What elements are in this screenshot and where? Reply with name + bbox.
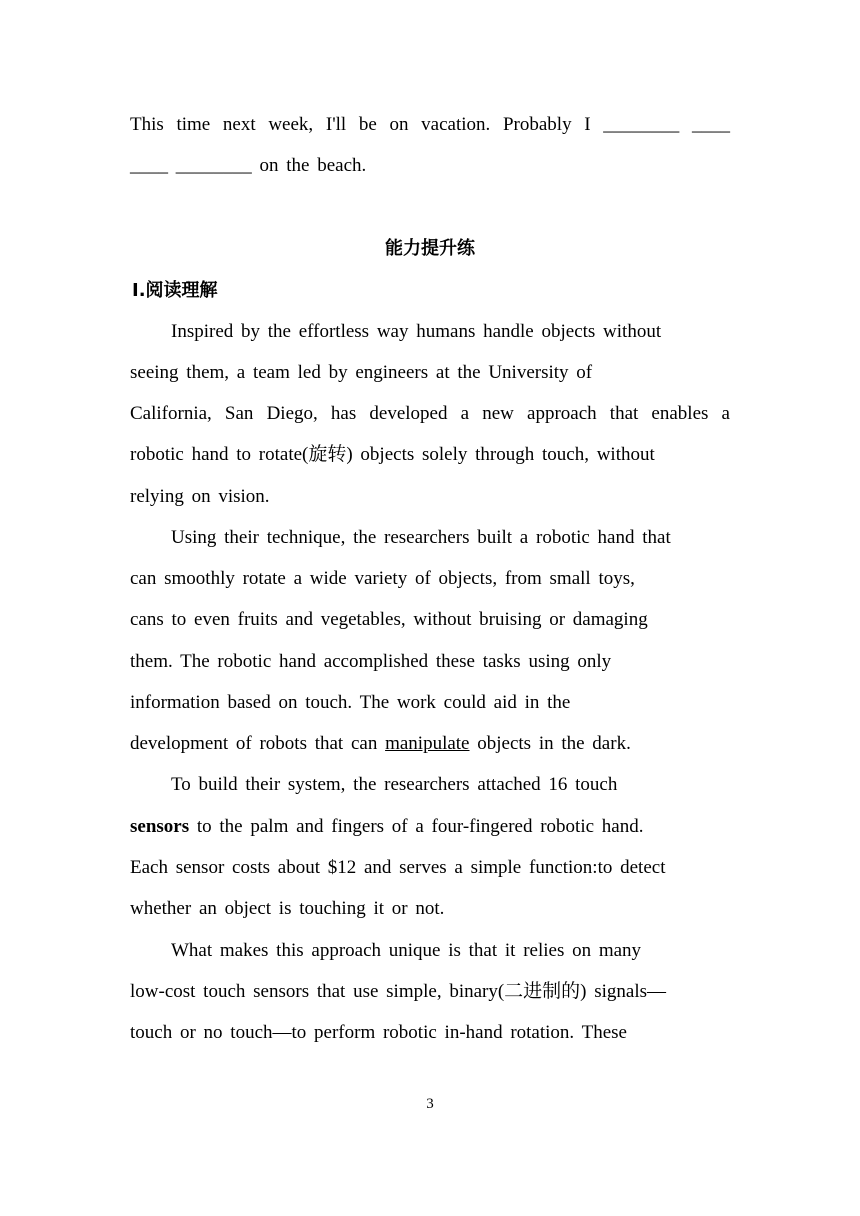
passage-line: low-cost touch sensors that use simple, binary(二进制的) signals— [130, 981, 667, 1002]
passage-line: Each sensor costs about $12 and serves a simple function:to detect [130, 857, 666, 878]
passage-line: What makes this approach unique is that it relies on many [171, 940, 642, 961]
passage-line: cans to even fruits and vegetables, without bruising or damaging [130, 609, 648, 630]
passage-text: development of robots that can [130, 733, 386, 754]
page-number: 3 [426, 1096, 434, 1112]
passage-line: Using their technique, the researchers built a robotic hand that [171, 527, 671, 548]
section-title: 能力提升练 [385, 238, 475, 259]
passage-text: to the palm and fingers of a four-fingered robotic hand. [189, 816, 644, 837]
passage-line: touch or no touch—to perform robotic in-hand rotation. These [130, 1022, 627, 1043]
passage-line: robotic hand to rotate(旋转) objects solely through touch, without [130, 444, 655, 465]
passage-text: objects in the dark. [469, 733, 631, 754]
underlined-word: manipulate [385, 733, 470, 754]
passage-line: seeing them, a team led by engineers at the University of [130, 362, 593, 383]
passage-line: whether an object is touching it or not. [130, 898, 445, 919]
passage-line: information based on touch. The work could aid in the [130, 692, 571, 713]
passage-line: them. The robotic hand accomplished these tasks using only [130, 651, 612, 672]
passage-line: Inspired by the effortless way humans handle objects without [171, 321, 662, 342]
bold-word: sensors [130, 816, 190, 837]
passage-line: can smoothly rotate a wide variety of objects, from small toys, [130, 568, 635, 589]
passage-line: To build their system, the researchers attached 16 touch [171, 774, 618, 795]
passage-line: California, San Diego, has developed a new approach that enables a [130, 403, 730, 424]
passage-line: relying on vision. [130, 486, 270, 507]
subsection-title: Ⅰ.阅读理解 [132, 280, 218, 301]
passage-line [130, 815, 730, 839]
passage-line [130, 732, 730, 756]
exercise-line-1: This time next week, I'll be on vacation. Probably I ________ ____ [130, 114, 730, 135]
exercise-line-2: ____ ________ on the beach. [130, 155, 367, 176]
